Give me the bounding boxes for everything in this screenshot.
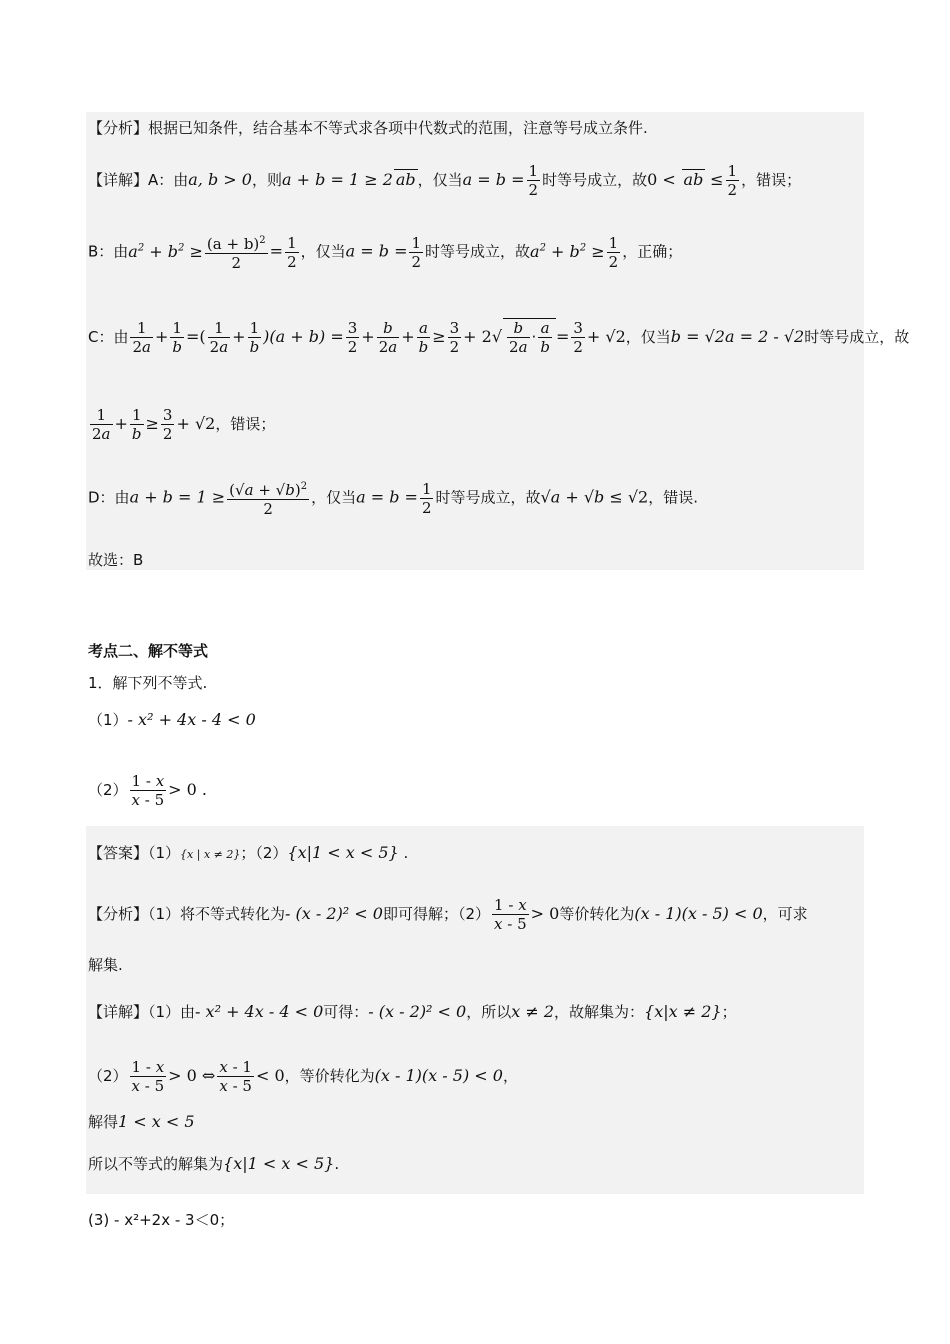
question-1: （1）- x² + 4x - 4 < 0 [88, 710, 256, 729]
conclusion: 故选：B [88, 551, 144, 569]
detail-c-cont: $\frac{1}{2a}$ + $\frac{1}{b}$ ≥ $\frac{3}{2}$ + √2，错误； [92, 406, 276, 443]
solve-line: 解得1 < x < 5 [88, 1112, 195, 1131]
detail-d: D：由a + b = 1 ≥ $\frac{(√a + √b)^2}{2}$ ，仅当a = b = $\frac{1}{2}$ 时等号成立，故√a + √b ≤ √2，错误. [88, 479, 699, 518]
analysis-text: 【分析】根据已知条件，结合基本不等式求各项中代数式的范围，注意等号成立条件. [88, 119, 648, 137]
question-intro: 1．解下列不等式. [88, 674, 208, 692]
question-2: （2） $\frac{1 - x}{x - 5}$ > 0 . [88, 772, 208, 809]
final-set: 所以不等式的解集为{x|1 < x < 5}. [88, 1154, 340, 1173]
analysis-2-cont: 解集. [88, 956, 123, 974]
analysis-2: 【分析】（1）将不等式转化为- (x - 2)² < 0即可得解；（2） $\frac{1 - x}{x - 5}$ > 0等价转化为(x - 1)(x - 5) < 0，可求 [88, 896, 808, 933]
question-3: (3) - x²+2x - 3＜0； [88, 1211, 235, 1229]
answer: 【答案】（1）{x | x ≠ 2}；（2）{x|1 < x < 5} . [88, 843, 409, 862]
detail-a: 【详解】A：由a, b > 0，则a + b = 1 ≥ 2 ab ，仅当a = b = $\frac{1}{2}$ 时等号成立，故0 < ab ≤ $\frac{1}{2}$ ，错误； [88, 162, 802, 199]
section-heading: 考点二、解不等式 [88, 642, 209, 660]
detail-b: B：由$a^2 + b^2$ ≥ $\frac{(a + b)^2}{2}$ = $\frac{1}{2}$ ，仅当a = b = $\frac{1}{2}$ 时等号成立，故$a^2 + b^2$ ≥ $\frac{1}{2}$ ，正确； [88, 233, 683, 272]
detail-2-1: 【详解】（1）由- x² + 4x - 4 < 0可得：- (x - 2)² < 0，所以x ≠ 2，故解集为：{x|x ≠ 2}； [88, 1002, 737, 1021]
detail-2-2: （2） $\frac{1 - x}{x - 5}$ > 0 ⇔ $\frac{x - 1}{x - 5}$ < 0，等价转化为(x - 1)(x - 5) < 0， [88, 1058, 518, 1095]
detail-c: C：由 $\frac{1}{2a}$ + $\frac{1}{b}$ =( $\frac{1}{2a}$ + $\frac{1}{b}$ )(a + b) = $\frac{3}{2}$ + $\frac{b}{2a}$ + $\frac{a}{b}$ ≥ $\frac{3}{2}$ + 2√ $\frac{b}{2a}$ · $\frac{a}{b}$ = $\frac{3}{2}$ + √2，仅当b = √2a = 2 - √2时等号成立，故 [88, 319, 910, 356]
